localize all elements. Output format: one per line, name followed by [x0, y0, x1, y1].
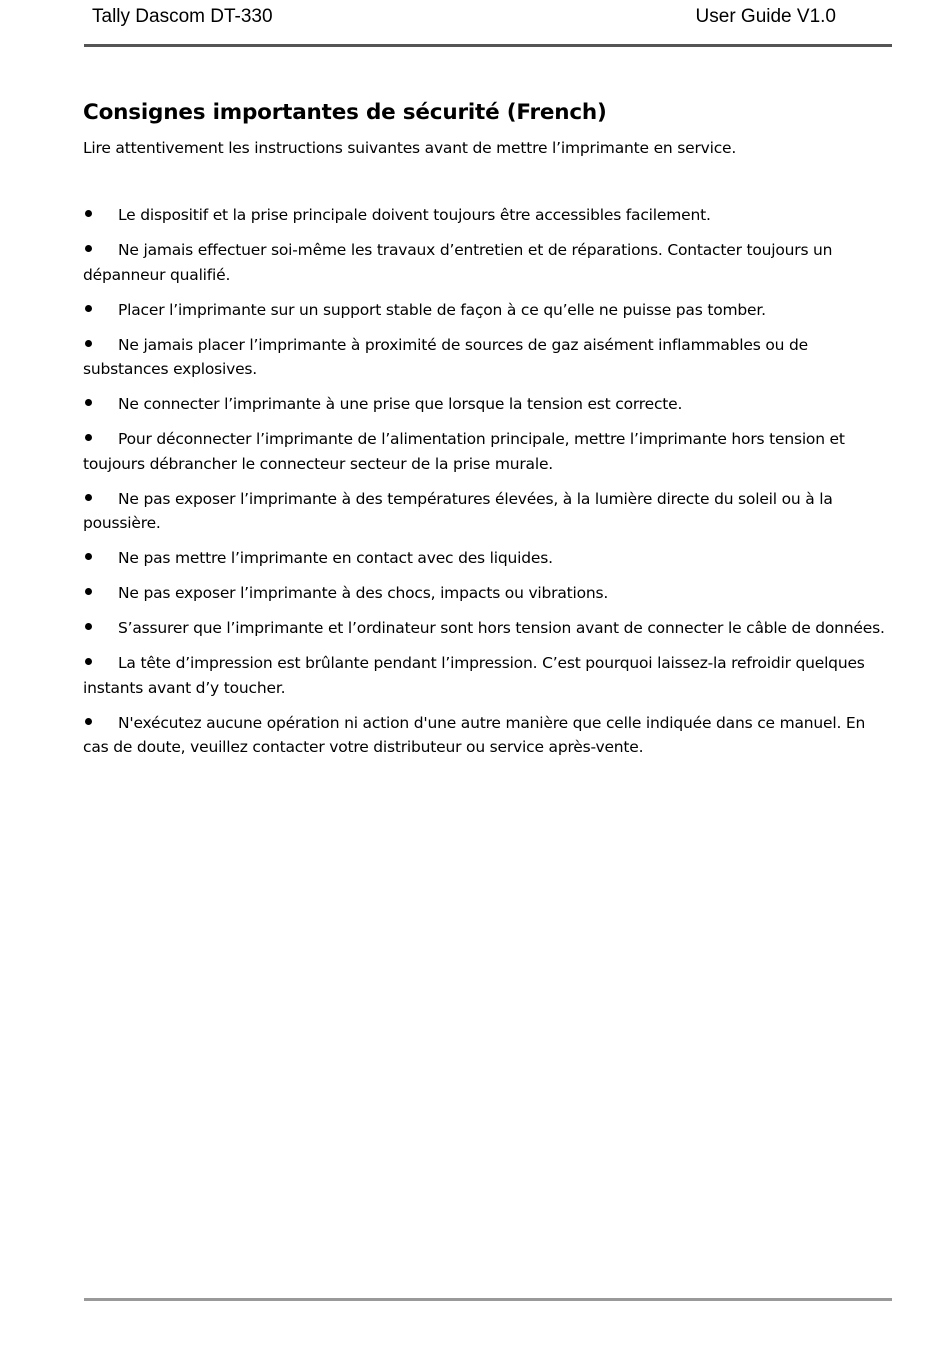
list-item — [83, 333, 891, 382]
list-item-text: Le dispositif et la prise principale doivent toujours être accessibles facilement. — [118, 206, 711, 224]
bullet-icon — [83, 616, 118, 641]
bullet-icon — [83, 333, 118, 358]
bullet-icon — [83, 203, 118, 228]
footer-divider — [84, 1298, 892, 1301]
list-item — [83, 616, 891, 641]
page-content — [83, 95, 891, 770]
list-item — [83, 581, 891, 606]
list-item-text: Ne connecter l’imprimante à une prise que lorsque la tension est correcte. — [118, 395, 683, 413]
section-intro: Lire attentivement les instructions suivantes avant de mettre l’imprimante en service. — [83, 139, 737, 157]
bullet-icon — [83, 711, 118, 736]
bullet-icon — [83, 487, 118, 512]
bullet-icon — [83, 238, 118, 263]
list-item-text: Ne pas exposer l’imprimante à des températures élevées, à la lumière directe du soleil ou à la poussière. — [83, 489, 833, 532]
list-item-text: N'exécutez aucune opération ni action d'une autre manière que celle indiquée dans ce manuel. En cas de doute, veuillez contacter votre distributeur ou service après-vente. — [83, 713, 866, 756]
list-item — [83, 546, 891, 571]
list-item-text: Placer l’imprimante sur un support stable de façon à ce qu’elle ne puisse pas tomber. — [118, 300, 766, 319]
list-item-text: Ne pas mettre l’imprimante en contact avec des liquides. — [118, 549, 553, 567]
list-item — [83, 651, 891, 700]
bullet-icon — [83, 298, 118, 323]
bullet-icon — [83, 651, 118, 676]
bullet-icon — [83, 546, 118, 571]
document-version: User Guide V1.0 — [695, 6, 836, 27]
list-item — [83, 427, 891, 476]
bullet-icon — [83, 392, 118, 417]
document-product-name: Tally Dascom DT-330 — [92, 6, 273, 27]
safety-instructions-list — [83, 203, 891, 760]
list-item — [83, 392, 891, 417]
list-item-text: Ne pas exposer l’imprimante à des chocs, impacts ou vibrations. — [118, 584, 609, 602]
bullet-icon — [83, 427, 118, 452]
bullet-icon — [83, 581, 118, 606]
page-header — [84, 0, 892, 47]
list-item-text: Ne jamais placer l’imprimante à proximité de sources de gaz aisément inflammables ou de substances explosives. — [83, 335, 808, 378]
list-item — [83, 238, 891, 287]
list-item-text: La tête d’impression est brûlante pendant l’impression. C’est pourquoi laissez-la refroidir quelques instants avant d’y toucher. — [83, 654, 865, 697]
list-item — [83, 487, 891, 536]
list-item — [83, 203, 891, 228]
list-item-text: Ne jamais effectuer soi-même les travaux d’entretien et de réparations. Contacter toujours un dépanneur qualifié. — [83, 241, 833, 284]
list-item-text: Pour déconnecter l’imprimante de l’alimentation principale, mettre l’imprimante hors tension et toujours débrancher le connecteur secteur de la prise murale. — [83, 430, 845, 473]
list-item — [83, 711, 891, 760]
section-title: Consignes importantes de sécurité (French) — [83, 100, 607, 125]
list-item-text: S’assurer que l’imprimante et l’ordinateur sont hors tension avant de connecter le câble de données. — [118, 619, 885, 637]
list-item — [83, 298, 891, 323]
